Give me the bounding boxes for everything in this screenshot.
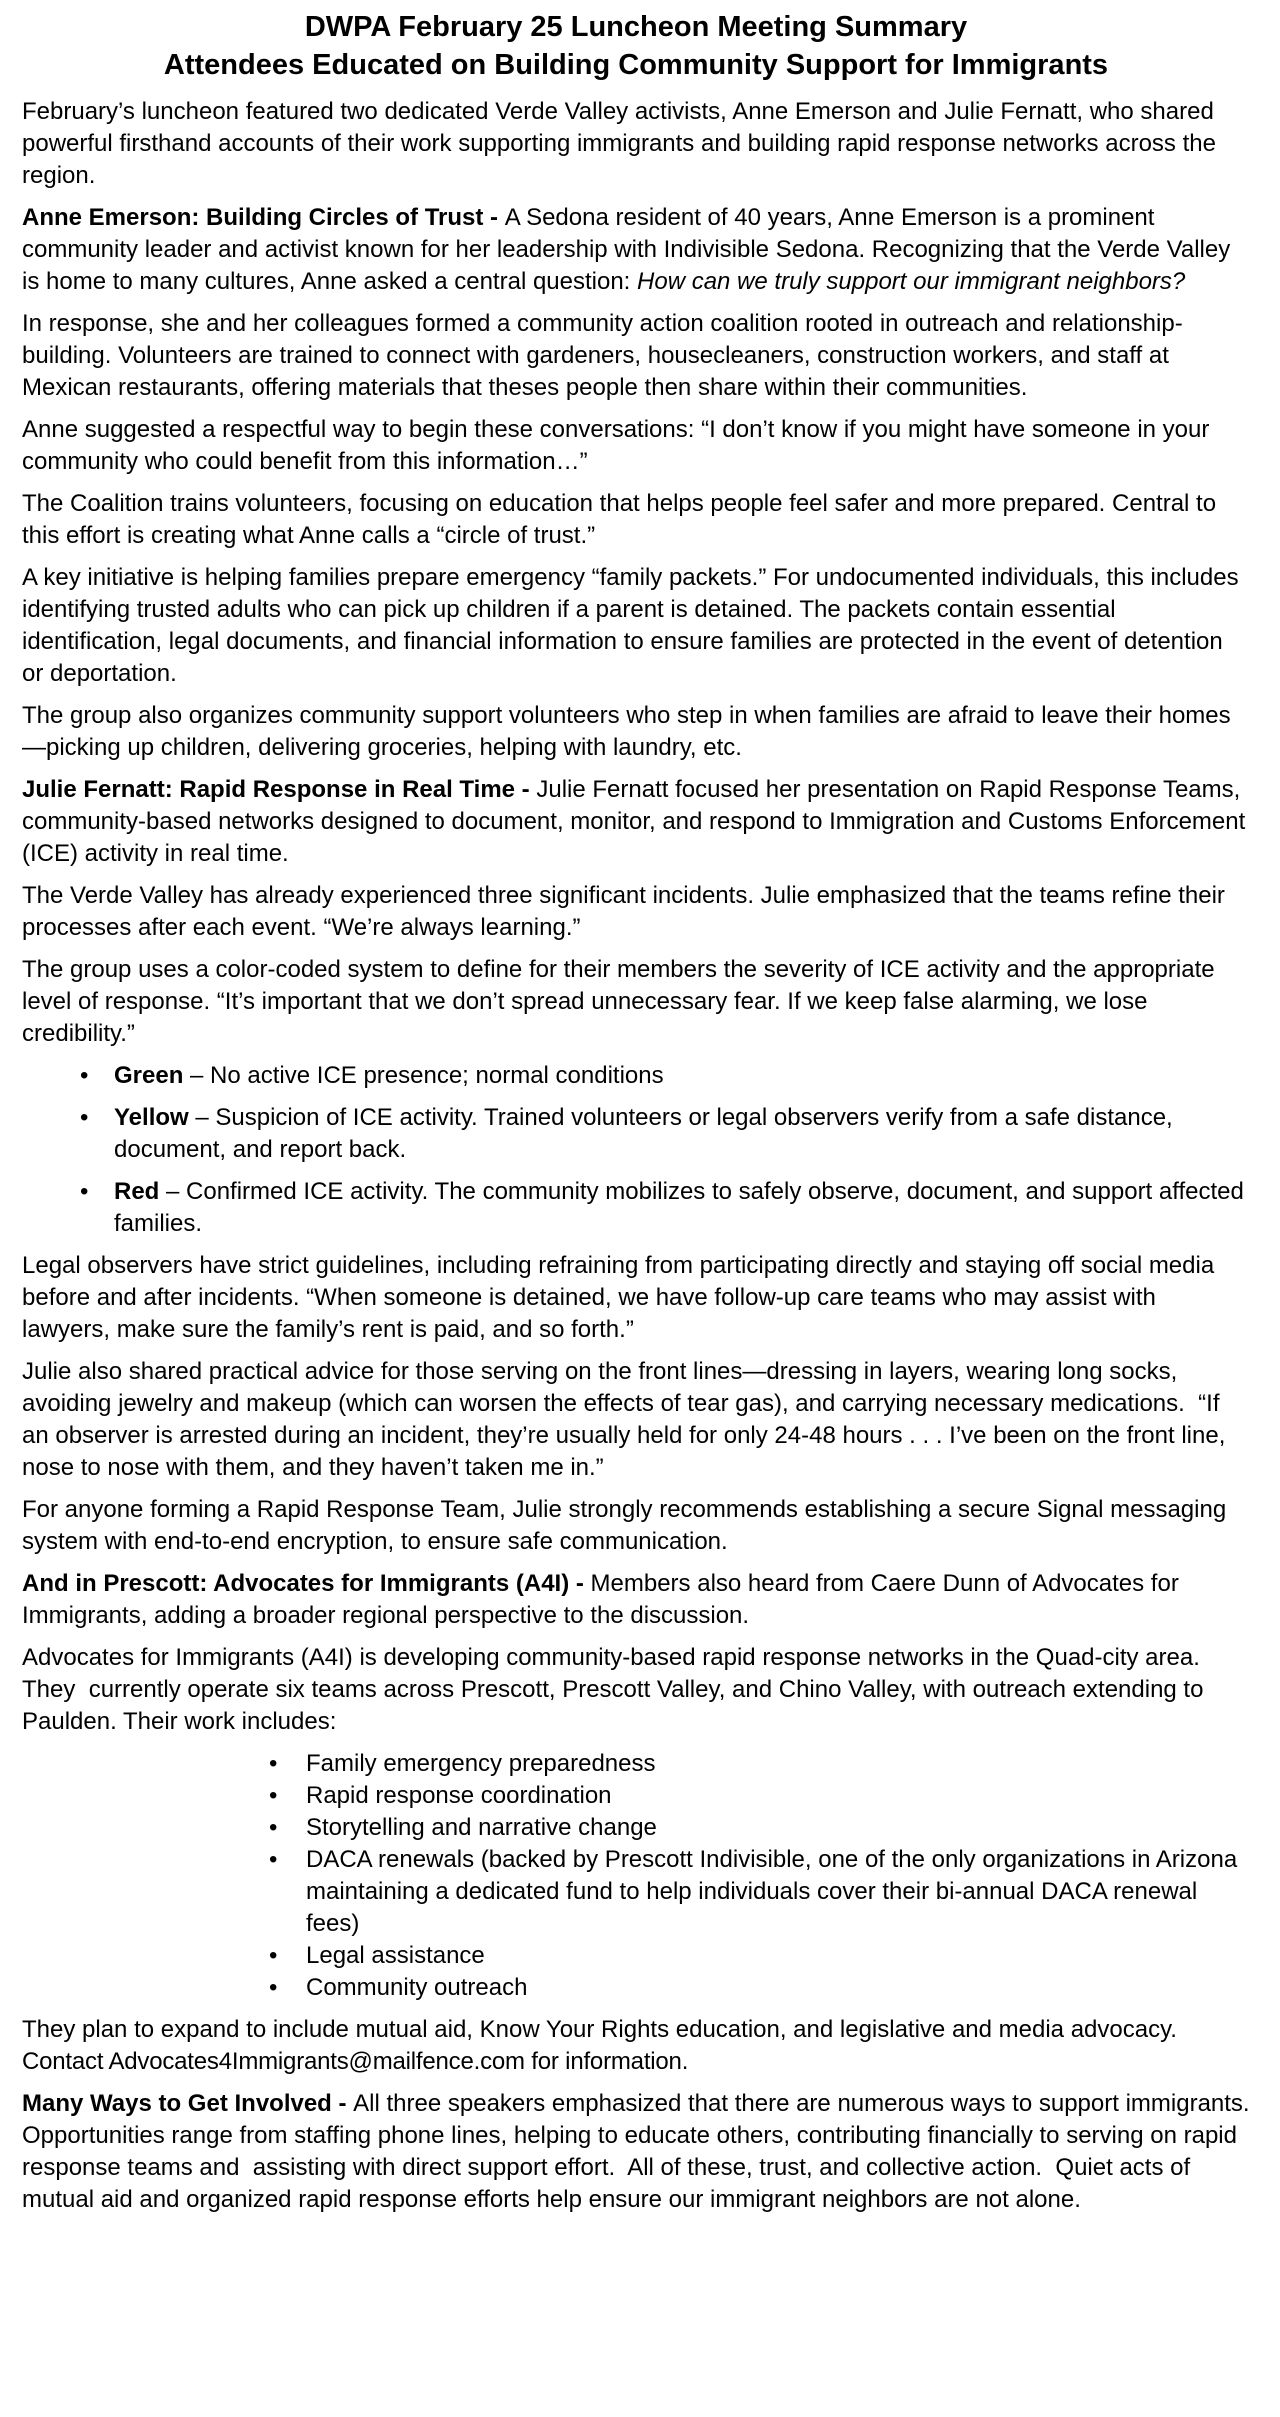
julie-section-heading: Julie Fernatt: Rapid Response in Real Time - xyxy=(22,776,537,803)
paragraph-color-coded-system: The group uses a color-coded system to define for their members the severity of ICE activity and the appropriate level of response. “It’s important that we don’t spread unnecessary fear. If we keep false alarming, we lose credibility.” xyxy=(22,956,1222,1047)
paragraph-legal-observers: Legal observers have strict guidelines, including refraining from participating directly and staying off social media before and after incidents. “When someone is detained, we have follow-up care teams who may assist with lawyers, make sure the family’s rent is paid, and so forth.” xyxy=(22,1252,1221,1343)
a4i-services-list xyxy=(269,1748,1250,2004)
bullet-icon: • xyxy=(269,1942,278,1969)
paragraph-intro: February’s luncheon featured two dedicated Verde Valley activists, Anne Emerson and Julie Fernatt, who shared powerful firsthand accounts of their work supporting immigrants and building rapid response networks across the region. xyxy=(22,98,1223,189)
paragraph-verde-incidents: The Verde Valley has already experienced three significant incidents. Julie emphasized that the teams refine their processes after each event. “We’re always learning.” xyxy=(22,882,1232,941)
alert-level-yellow xyxy=(80,1102,1250,1166)
alert-level-label: Yellow xyxy=(114,1104,189,1131)
alert-level-text: Yellow – Suspicion of ICE activity. Trained volunteers or legal observers verify from a safe distance, document, and report back. xyxy=(114,1104,1180,1163)
alert-level-label: Red xyxy=(114,1178,160,1205)
paragraph-circle-of-trust: The Coalition trains volunteers, focusing on education that helps people feel safer and more prepared. Central to this effort is creating what Anne calls a “circle of trust.” xyxy=(22,490,1223,549)
bullet-icon: • xyxy=(269,1782,278,1809)
paragraph-respectful-conversation: Anne suggested a respectful way to begin these conversations: “I don’t know if you might have someone in your community who could benefit from this information…” xyxy=(22,416,1217,475)
list-item-legal-assistance: • Legal assistance xyxy=(269,1940,1250,1972)
bullet-icon: • xyxy=(80,1104,89,1131)
list-item-community-outreach: • Community outreach xyxy=(269,1972,1250,2004)
bullet-icon: • xyxy=(80,1178,89,1205)
list-item-daca-renewals: • DACA renewals (backed by Prescott Indivisible, one of the only organizations in Arizona maintaining a dedicated fund to help individuals cover their bi-annual DACA renewal fees) xyxy=(269,1844,1250,1940)
title-line-1: DWPA February 25 Luncheon Meeting Summary xyxy=(304,11,968,43)
alert-level-green xyxy=(80,1060,1250,1092)
alert-level-text: Red – Confirmed ICE activity. The community mobilizes to safely observe, document, and support affected families. xyxy=(114,1178,1251,1237)
section-anne-emerson: Anne Emerson: Building Circles of Trust - A Sedona resident of 40 years, Anne Emerson is a prominent community leader and activist known for her leadership with Indivisible Sedona. Recognizing that the Verde Valley is home to many cultures, Anne asked a central question: How can we truly support our immigrant neighbors? xyxy=(22,204,1237,295)
involved-section-heading: Many Ways to Get Involved - xyxy=(22,2090,354,2117)
anne-central-question: How can we truly support our immigrant neighbors? xyxy=(637,268,1186,295)
bullet-icon: • xyxy=(269,1974,278,2001)
document-title xyxy=(22,8,1250,84)
ice-alert-level-list xyxy=(80,1060,1250,1240)
section-julie-fernatt: Julie Fernatt: Rapid Response in Real Time - Julie Fernatt focused her presentation on Rapid Response Teams, community-based networks designed to document, monitor, and respond to Immigration and Customs Enforcement (ICE) activity in real time. xyxy=(22,776,1252,867)
paragraph-family-packets: A key initiative is helping families prepare emergency “family packets.” For undocumented individuals, this includes identifying trusted adults who can pick up children if a parent is detained. The packets contain essential identification, legal documents, and financial information to ensure families are protected in the event of detention or deportation. xyxy=(22,564,1246,687)
bullet-icon: • xyxy=(269,1814,278,1841)
bullet-icon: • xyxy=(269,1750,278,1777)
bullet-icon: • xyxy=(80,1062,89,1089)
contact-email-text: Contact Advocates4Immigrants@mailfence.com for information. xyxy=(22,2048,689,2075)
list-item-storytelling: • Storytelling and narrative change xyxy=(269,1812,1250,1844)
paragraph-a4i-teams: Advocates for Immigrants (A4I) is developing community-based rapid response networks in the Quad-city area. They currently operate six teams across Prescott, Prescott Valley, and Chino Valley, with outreach extending to Paulden. Their work includes: xyxy=(22,1644,1213,1735)
section-get-involved: Many Ways to Get Involved - All three speakers emphasized that there are numerous ways to support immigrants. Opportunities range from staffing phone lines, helping to educate others, contributing financially to serving on rapid response teams and assisting with direct support effort. All of these, trust, and collective action. Quiet acts of mutual aid and organized rapid response efforts help ensure our immigrant neighbors are not alone. xyxy=(22,2090,1257,2213)
paragraph-practical-advice: Julie also shared practical advice for those serving on the front lines—dressing in layers, wearing long socks, avoiding jewelry and makeup (which can worsen the effects of tear gas), and carrying necessary medications. “If an observer is arrested during an incident, they’re usually held for only 24-48 hours . . . I’ve been on the front line, nose to nose with them, and they haven’t taken me in.” xyxy=(22,1358,1233,1481)
bullet-icon: • xyxy=(269,1846,278,1873)
paragraph-signal-recommendation: For anyone forming a Rapid Response Team, Julie strongly recommends establishing a secure Signal messaging system with end-to-end encryption, to ensure safe communication. xyxy=(22,1496,1233,1555)
paragraph-expansion-contact: They plan to expand to include mutual aid, Know Your Rights education, and legislative and media advocacy. Contact Advocates4Immigrants@mailfence.com for information. xyxy=(22,2016,1191,2075)
paragraph-community-support-volunteers: The group also organizes community support volunteers who step in when families are afraid to leave their homes—picking up children, delivering groceries, helping with laundry, etc. xyxy=(22,702,1231,761)
alert-level-text: Green – No active ICE presence; normal conditions xyxy=(114,1062,664,1089)
alert-level-red xyxy=(80,1176,1250,1240)
title-line-2: Attendees Educated on Building Community Support for Immigrants xyxy=(163,49,1109,81)
anne-section-heading: Anne Emerson: Building Circles of Trust - xyxy=(22,204,505,231)
list-item-family-preparedness: • Family emergency preparedness xyxy=(269,1748,1250,1780)
list-item-rapid-response: • Rapid response coordination xyxy=(269,1780,1250,1812)
alert-level-label: Green xyxy=(114,1062,184,1089)
prescott-section-heading: And in Prescott: Advocates for Immigrants (A4I) - xyxy=(22,1570,591,1597)
section-prescott-a4i: And in Prescott: Advocates for Immigrants (A4I) - Members also heard from Caere Dunn of Advocates for Immigrants, adding a broader regional perspective to the discussion. xyxy=(22,1570,1186,1629)
paragraph-coalition-formed: In response, she and her colleagues formed a community action coalition rooted in outreach and relationship-building. Volunteers are trained to connect with gardeners, housecleaners, construction workers, and staff at Mexican restaurants, offering materials that theses people then share within their communities. xyxy=(22,310,1183,401)
